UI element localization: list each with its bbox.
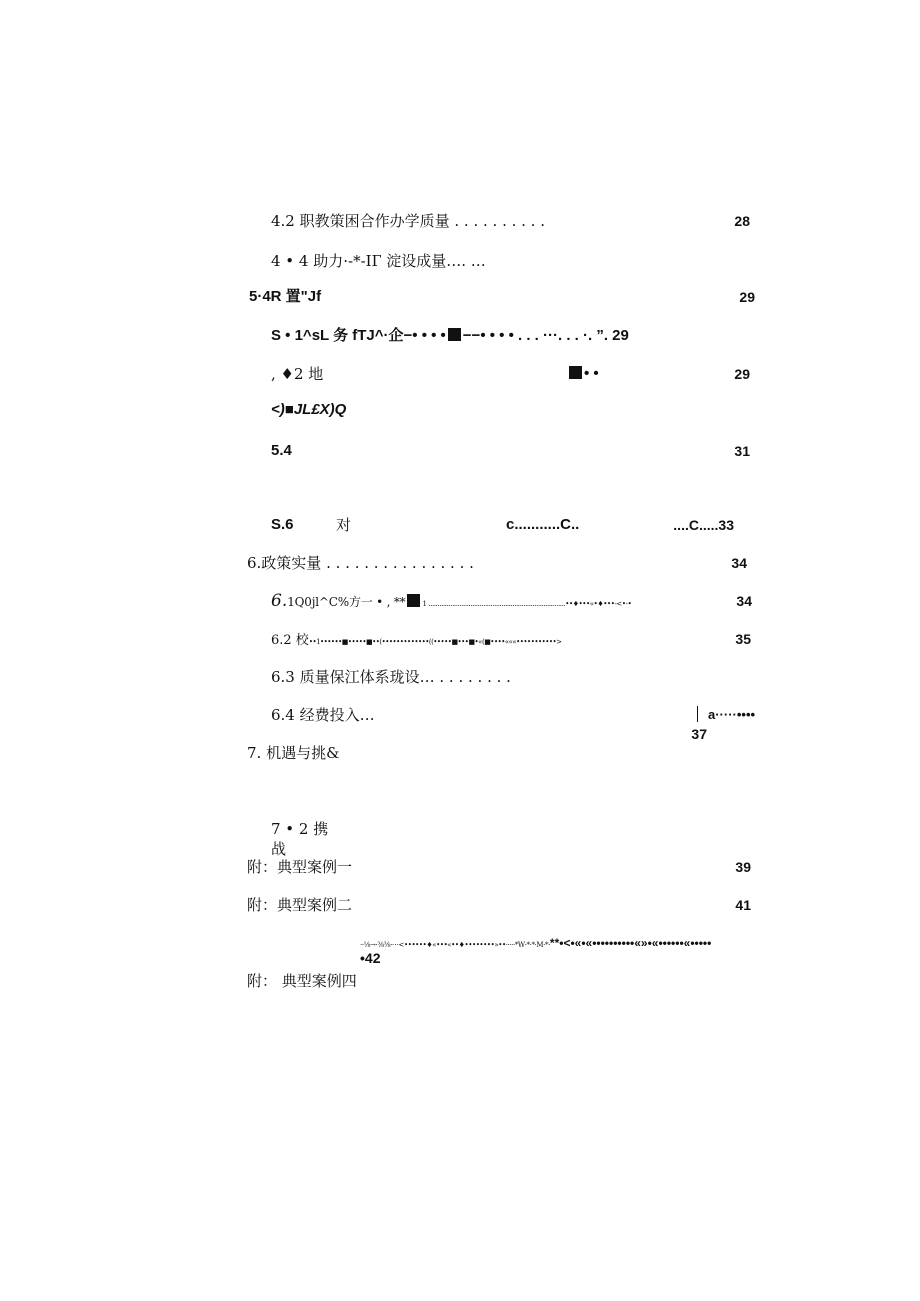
toc-entry-mid-text: • •: [584, 365, 599, 382]
toc-entry-7: 7. 机遇与挑&: [247, 744, 340, 762]
toc-entry-label: S.6: [271, 516, 294, 533]
toc-entry-mid: [697, 706, 755, 724]
toc-entry-case-4: 附： 典型案例四: [247, 972, 357, 990]
toc-page-number: 35: [735, 631, 751, 647]
toc-entry-garbled: <)■JL£X)Q: [271, 401, 347, 418]
toc-page-number: •42: [360, 950, 381, 966]
toc-entry-number: 6.: [271, 591, 288, 611]
toc-page-number: 29: [734, 366, 750, 382]
toc-page-number: 34: [731, 555, 747, 571]
toc-entry-text: 6.4 经费投入…: [271, 706, 375, 724]
toc-entry-text: 7 • 2 携: [271, 820, 329, 838]
toc-entry-text: [271, 592, 631, 613]
toc-entry-mid: [567, 365, 599, 383]
toc-entry-leader-bold: **•<•«•«••••••••••«»•«••••••«•••••: [549, 936, 712, 950]
toc-entry-text: , ♦2 地: [271, 365, 324, 383]
block-mark-icon: [569, 366, 582, 379]
toc-entry-leader: 1 ...........................................................................••♦•••«•♦•••-<•-•: [422, 600, 632, 608]
toc-page-number: 39: [735, 859, 751, 875]
toc-entry-s1: [271, 326, 629, 345]
cursor-bar-icon: [697, 706, 698, 722]
toc-entry-text: [271, 630, 561, 651]
toc-page-number: 34: [736, 593, 752, 609]
toc-entry-text: 附：典型案例一: [247, 858, 353, 876]
toc-entry-text: S • 1^sL 务 fTJ^·企−• • • •: [271, 327, 446, 344]
toc-entry-leader: [360, 933, 711, 954]
toc-page-number: 29: [739, 289, 755, 305]
toc-entry-text: 4.2 职教策困合作办学质量 . . . . . . . . . .: [271, 212, 545, 230]
toc-entry-text: 5·4R 置"Jf: [249, 288, 322, 305]
toc-entry-text: 6.政策实量 . . . . . . . . . . . . . . . .: [247, 554, 474, 572]
toc-page-number: ....C.....33: [673, 517, 734, 533]
toc-entry-tail: −−• • • • . . . ···. . . ·. ”. 29: [462, 327, 629, 344]
toc-entry-text-wrap: 战: [271, 840, 287, 858]
toc-entry-6-3: 6.3 质量保江体系珑设… . . . . . . . .: [271, 668, 511, 686]
toc-entry-mid: c...........C..: [506, 516, 580, 533]
toc-page-number: 37: [691, 726, 707, 742]
toc-entry-title: 1Q0jl^C%方一 • , **: [287, 595, 406, 609]
block-mark-icon: [407, 594, 420, 607]
toc-page-number: 41: [735, 897, 751, 913]
toc-page-number: 31: [734, 443, 750, 459]
toc-entry-text: 附：典型案例二: [247, 896, 353, 914]
toc-entry-leader-small: ··⅛→·⅜⅜·⋯<••••••♦«•••«••♦••••••••»••·····*W·*·*·M·*·: [360, 941, 550, 949]
block-mark-icon: [448, 328, 461, 341]
toc-entry-text: 对: [336, 516, 352, 534]
toc-entry-leader: a·····••••: [708, 707, 756, 722]
toc-entry-title: 6.2 校: [271, 633, 309, 648]
toc-page-number: 28: [734, 213, 750, 229]
toc-entry-text: 5.4: [271, 442, 292, 459]
toc-entry-leader: ••1••••••■•••••■••(•••••••••••••((•••••■•••■•«(■••••«««•••••••••••>: [308, 638, 562, 646]
toc-entry-4-4: 4 • 4 助力·-*-IГ 淀设成量…. …: [271, 252, 486, 270]
